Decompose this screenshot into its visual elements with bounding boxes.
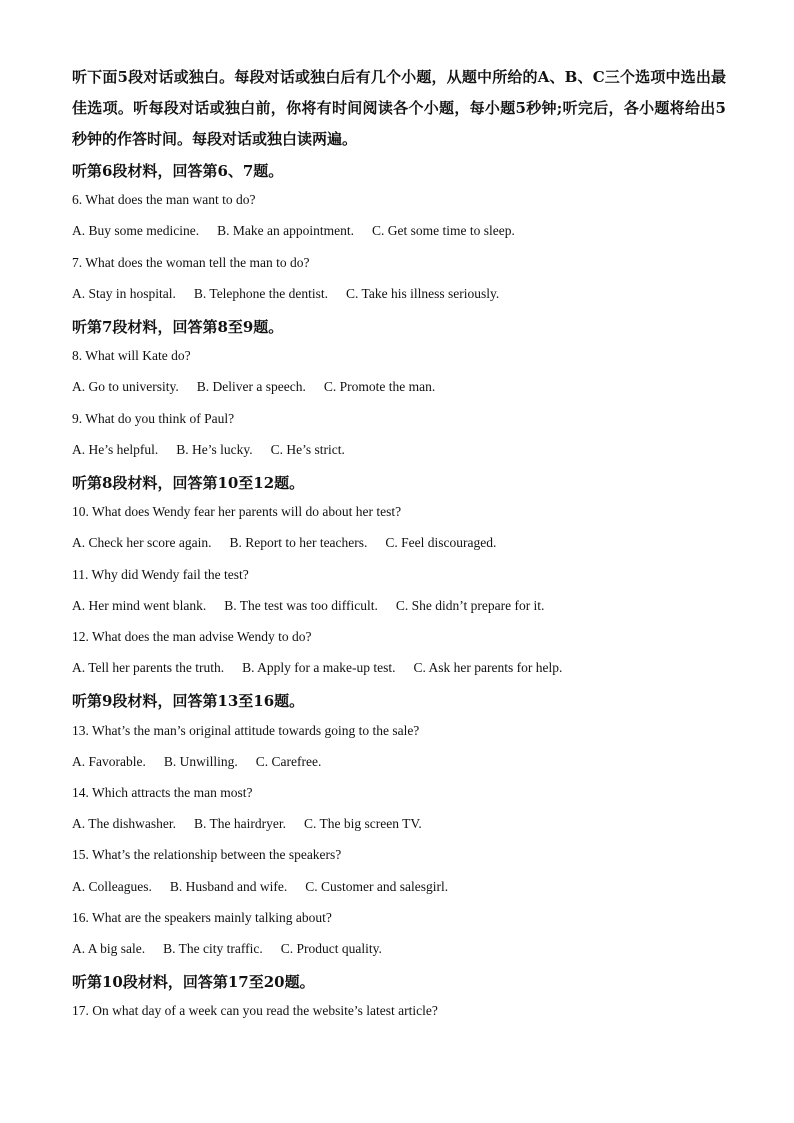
question-text: 14. Which attracts the man most? bbox=[72, 785, 253, 800]
option-b: B. The hairdryer. bbox=[194, 816, 286, 832]
option-c: C. Customer and salesgirl. bbox=[305, 878, 449, 894]
option-c: C. The big screen TV. bbox=[303, 816, 422, 832]
option-c: C. Promote the man. bbox=[323, 379, 436, 395]
question-text: 16. What are the speakers mainly talking about? bbox=[72, 909, 332, 925]
options-row bbox=[72, 286, 726, 302]
option-c: C. Product quality. bbox=[280, 941, 382, 956]
option-b: B. Telephone the dentist. bbox=[193, 285, 329, 301]
option-a: A. Check her score again. bbox=[72, 535, 212, 551]
option-c: C. She didn’t prepare for it. bbox=[395, 597, 545, 613]
question-text: 7. What does the woman tell the man to do? bbox=[72, 254, 310, 270]
option-a: A. Her mind went blank. bbox=[72, 597, 207, 613]
option-a: A. Tell her parents the truth. bbox=[72, 660, 225, 676]
option-c: C. Ask her parents for help. bbox=[413, 660, 563, 676]
option-c: C. Feel discouraged. bbox=[385, 535, 497, 551]
section-heading: 听第9段材料，回答第13至16题。 bbox=[72, 692, 305, 711]
question-text: 8. What will Kate do? bbox=[72, 348, 191, 364]
question-text: 12. What does the man advise Wendy to do? bbox=[72, 629, 312, 644]
option-b: B. Report to her teachers. bbox=[229, 535, 368, 551]
section-heading: 听第10段材料，回答第17至20题。 bbox=[72, 973, 315, 992]
option-b: B. The test was too difficult. bbox=[224, 597, 378, 613]
option-b: B. Make an appointment. bbox=[217, 223, 354, 239]
section-heading: 听第6段材料，回答第6、7题。 bbox=[72, 162, 284, 180]
option-b: B. Apply for a make-up test. bbox=[242, 660, 396, 676]
option-b: B. He’s lucky. bbox=[176, 441, 253, 457]
option-c: C. Carefree. bbox=[255, 753, 322, 769]
question-text: 15. What’s the relationship between the speakers? bbox=[72, 847, 342, 863]
question-text: 10. What does Wendy fear her parents will do about her test? bbox=[72, 504, 402, 520]
section-heading: 听第8段材料，回答第10至12题。 bbox=[72, 474, 305, 492]
question-text: 11. Why did Wendy fail the test? bbox=[72, 566, 249, 582]
option-a: A. Colleagues. bbox=[72, 878, 152, 894]
options-row bbox=[72, 816, 726, 832]
option-a: A. A big sale. bbox=[72, 941, 146, 956]
question-text: 6. What does the man want to do? bbox=[72, 192, 256, 208]
option-c: C. Take his illness seriously. bbox=[346, 285, 500, 301]
option-c: C. He’s strict. bbox=[270, 441, 345, 457]
option-b: B. Deliver a speech. bbox=[196, 379, 306, 395]
instructions-paragraph: 听下面5段对话或独白。每段对话或独白后有几个小题，从题中所给的A、B、C三个选项中选出最佳选项。听每段对话或独白前，你将有时间阅读各个小题，每小题5秒钟;听完后，各小题将给出5秒钟的作答时间。每段对话或独白读两遍。 bbox=[72, 68, 726, 148]
options-row bbox=[72, 442, 726, 458]
options-row bbox=[72, 598, 726, 614]
option-c: C. Get some time to sleep. bbox=[371, 223, 515, 239]
options-row bbox=[72, 754, 726, 770]
option-a: A. Favorable. bbox=[72, 753, 146, 769]
question-text: 9. What do you think of Paul? bbox=[72, 410, 235, 426]
option-b: B. Husband and wife. bbox=[169, 878, 288, 894]
section-heading: 听第7段材料，回答第8至9题。 bbox=[72, 318, 284, 336]
question-text: 13. What’s the man’s original attitude towards going to the sale? bbox=[72, 722, 420, 738]
options-row bbox=[72, 879, 726, 895]
option-a: A. Go to university. bbox=[72, 379, 179, 395]
option-a: A. Stay in hospital. bbox=[72, 285, 176, 301]
option-b: B. The city traffic. bbox=[163, 941, 263, 956]
options-row bbox=[72, 535, 726, 551]
option-a: A. He’s helpful. bbox=[72, 441, 159, 457]
options-row bbox=[72, 660, 726, 676]
option-a: A. Buy some medicine. bbox=[72, 223, 200, 239]
option-b: B. Unwilling. bbox=[163, 753, 238, 769]
options-row bbox=[72, 379, 726, 395]
options-row bbox=[72, 941, 726, 957]
options-row bbox=[72, 223, 726, 239]
question-text: 17. On what day of a week can you read the website’s latest article? bbox=[72, 1003, 438, 1019]
option-a: A. The dishwasher. bbox=[72, 816, 176, 832]
